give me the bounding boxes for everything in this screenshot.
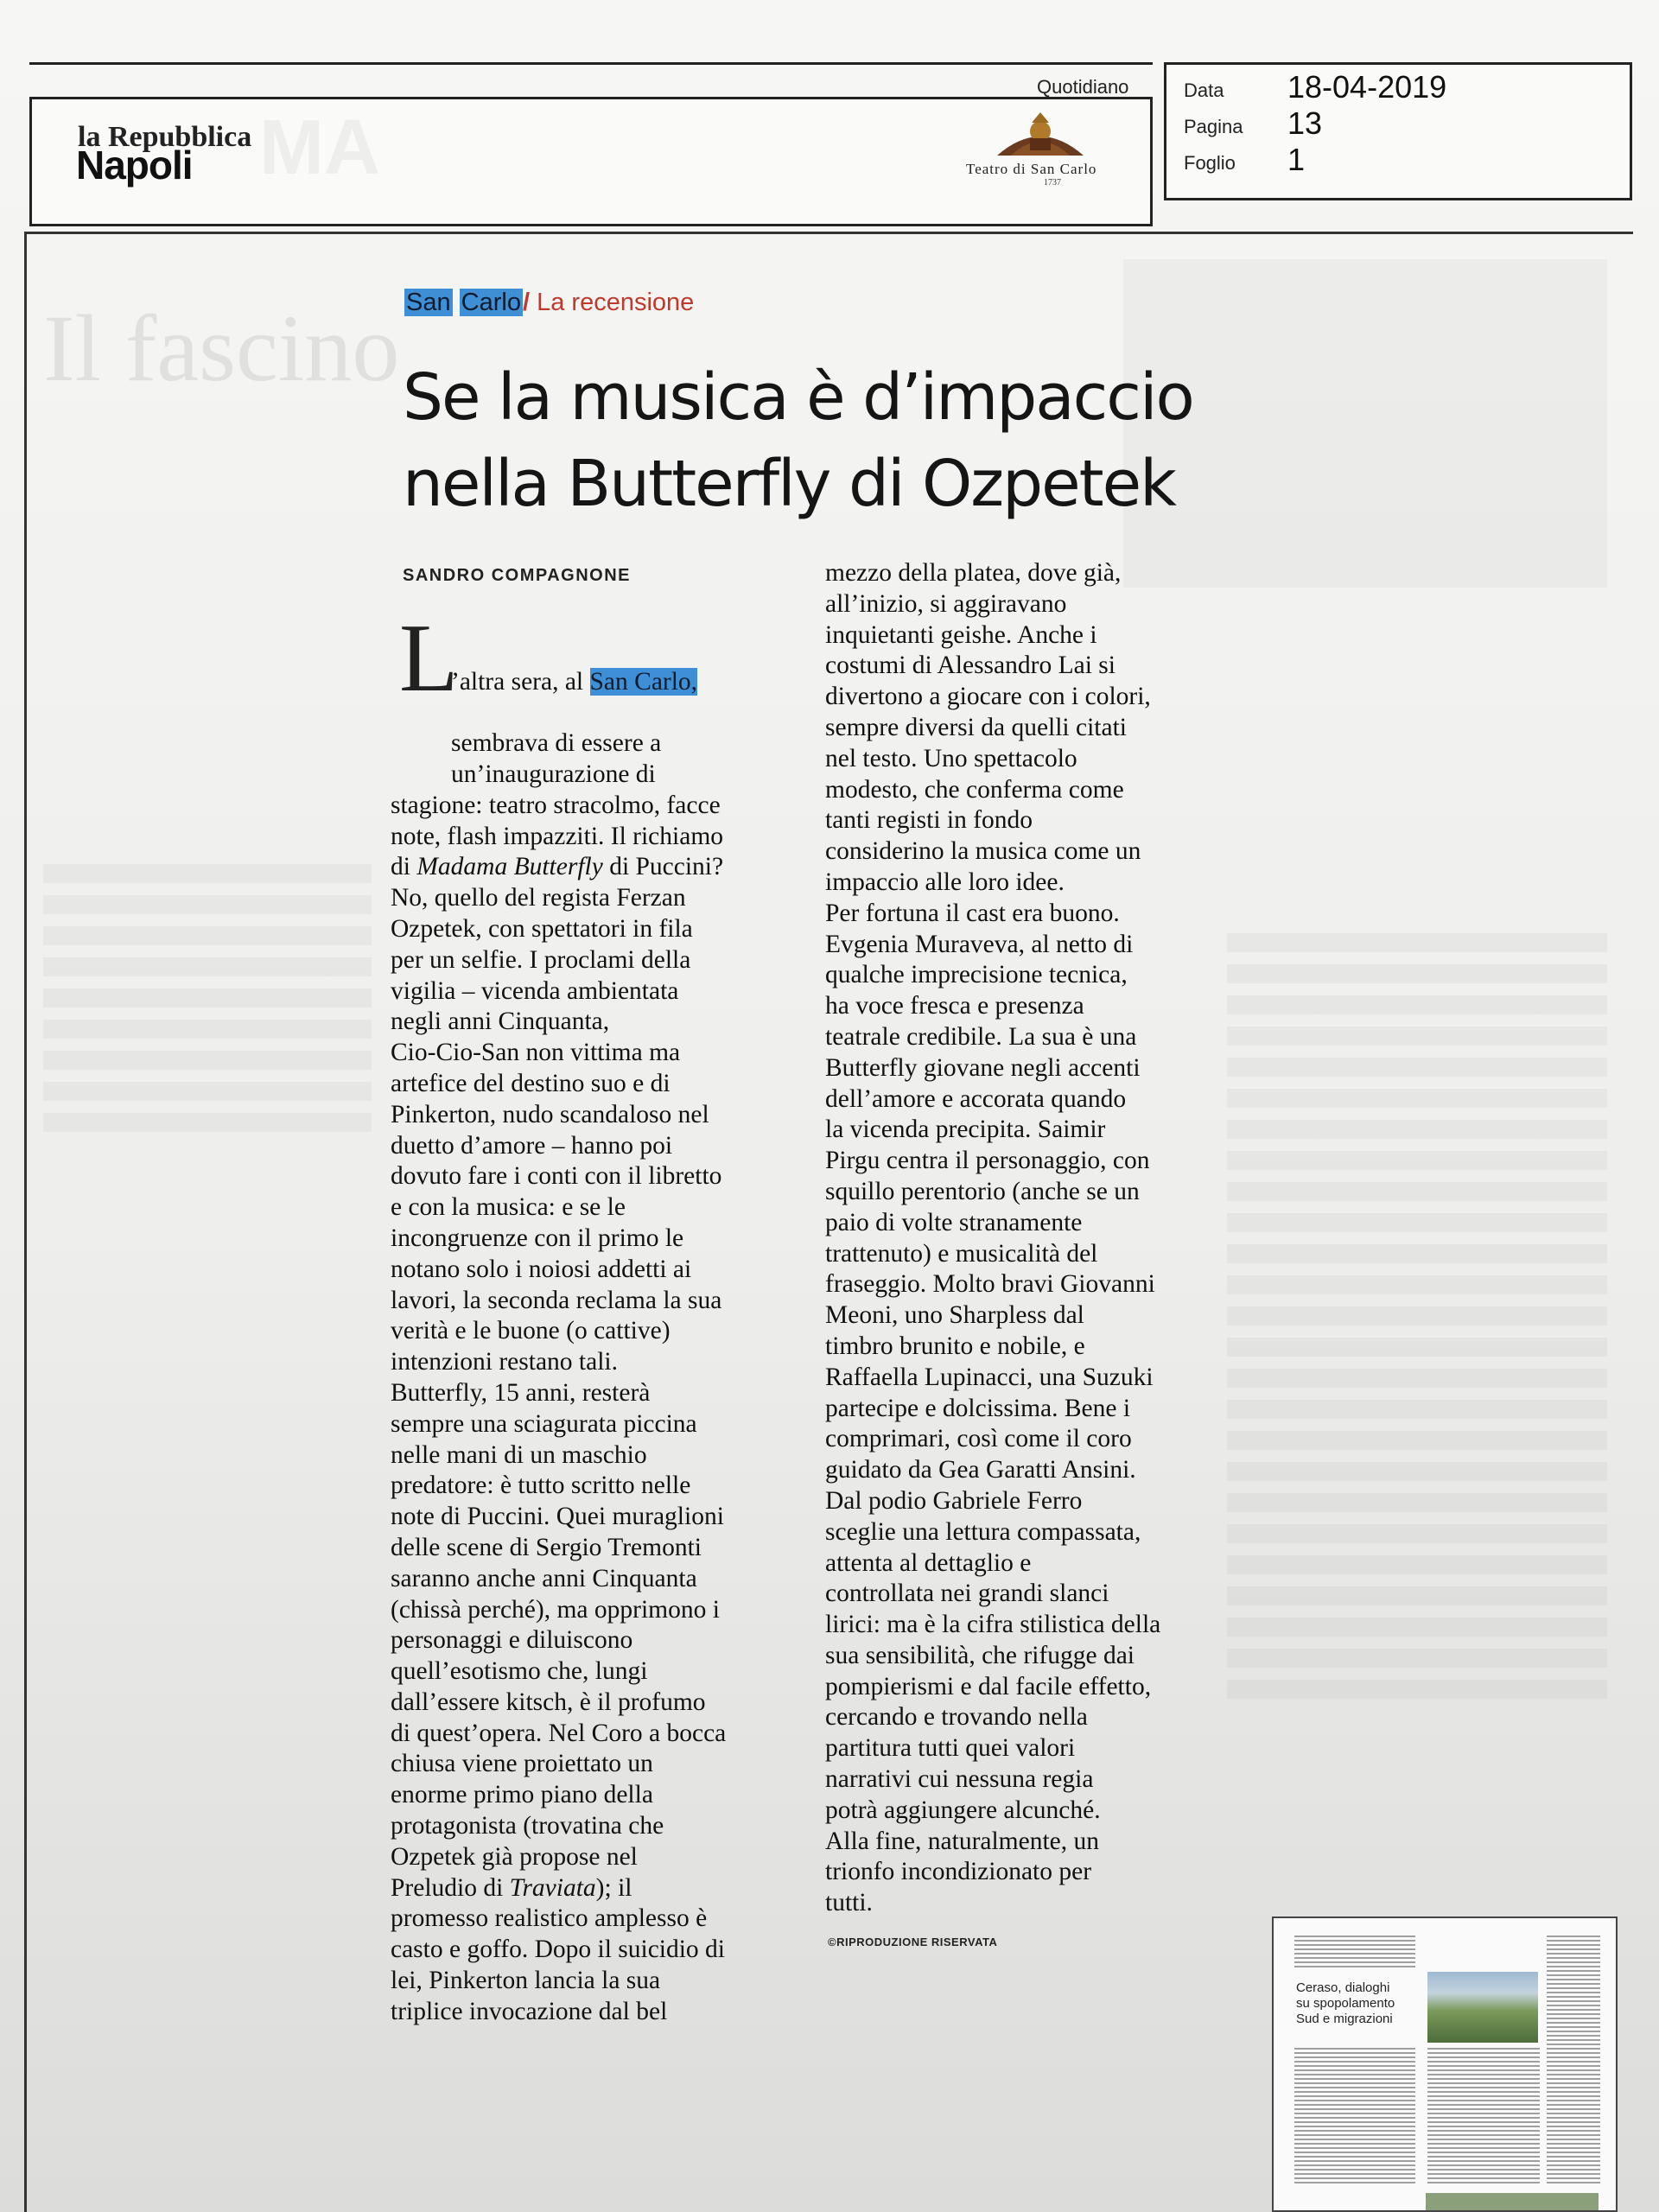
article-line: dall’essere kitsch, è il profumo — [391, 1688, 706, 1716]
thumbnail-banner — [1426, 2193, 1599, 2212]
date-value: 18-04-2019 — [1287, 69, 1447, 105]
article-line: per un selfie. I proclami della — [391, 945, 691, 974]
article-line: Meoni, uno Sharpless dal — [825, 1301, 1084, 1330]
article-line: divertono a giocare con i colori, — [825, 683, 1151, 711]
page-value: 13 — [1287, 105, 1323, 141]
client-name: Teatro di San Carlo — [966, 161, 1097, 177]
article-line: note di Puccini. Quei muraglioni — [391, 1503, 724, 1531]
article-line: nel testo. Uno spettacolo — [825, 744, 1077, 772]
article-line: attenta al dettaglio e — [825, 1548, 1032, 1577]
article-line: e con la musica: e se le — [391, 1193, 626, 1222]
article-text: ’altra sera, al — [451, 667, 590, 696]
article-line: dovuto fare i conti con il libretto — [391, 1162, 722, 1191]
frequency-label: Quotidiano — [1037, 76, 1129, 98]
thumbnail-text-block — [1294, 2048, 1415, 2186]
article-line: sembrava di essere a — [451, 729, 662, 758]
article-line: qualche imprecisione tecnica, — [825, 961, 1128, 989]
article-line: pompierismi e dal facile effetto, — [825, 1672, 1152, 1700]
article-line: notano solo i noiosi addetti ai — [391, 1255, 692, 1283]
article-line: Alla fine, naturalmente, un — [825, 1827, 1100, 1855]
article-line: partecipe e dolcissima. Bene i — [825, 1394, 1131, 1422]
article-line: Pirgu centra il personaggio, con — [825, 1147, 1150, 1175]
article-line: promesso realistico amplesso è — [391, 1904, 708, 1933]
article-line: lei, Pinkerton lancia la sua — [391, 1967, 661, 1995]
article-line: lirici: ma è la cifra stilistica della — [825, 1611, 1161, 1639]
bleed-through-text — [43, 864, 372, 1141]
article-line: partitura tutti quei valori — [825, 1734, 1076, 1763]
article-line: di quest’opera. Nel Coro a bocca — [391, 1719, 727, 1747]
page-thumbnail — [1272, 1916, 1618, 2212]
thumbnail-text-block — [1547, 1936, 1600, 2186]
article-line: artefice del destino suo e di — [391, 1069, 671, 1097]
article-line: cercando e trovando nella — [825, 1703, 1088, 1732]
teatro-crest-icon — [994, 111, 1087, 159]
article-line: dell’amore e accorata quando — [825, 1084, 1127, 1113]
article-line: di Madama Butterfly di Puccini? — [391, 853, 724, 881]
page-label: Pagina — [1184, 116, 1243, 137]
article-line: predatore: è tutto scritto nelle — [391, 1471, 691, 1500]
sheet-value: 1 — [1287, 142, 1306, 177]
article-line: paio di volte stranamente — [825, 1208, 1083, 1236]
article-line: enorme primo piano della — [391, 1781, 653, 1809]
article-line: teatrale credibile. La sua è una — [825, 1022, 1137, 1051]
article-line: quell’esotismo che, lungi — [391, 1657, 648, 1686]
article-line: Preludio di Traviata); il — [391, 1873, 632, 1902]
headline — [403, 354, 1267, 527]
article-line: protagonista (trovatina che — [391, 1812, 664, 1840]
article-line: timbro brunito e nobile, e — [825, 1332, 1085, 1360]
article-line: casto e goffo. Dopo il suicidio di — [391, 1936, 726, 1964]
article-line: Butterfly giovane negli accenti — [825, 1053, 1141, 1082]
kicker-highlight: Carlo — [461, 289, 521, 316]
header-top-rule — [29, 62, 1153, 65]
thumbnail-text-block — [1427, 2048, 1540, 2186]
article-line: modesto, che conferma come — [825, 775, 1124, 804]
article-line: Ozpetek già propose nel — [391, 1842, 638, 1871]
article-line: stagione: teatro stracolmo, facce — [391, 791, 721, 819]
article-line: controllata nei grandi slanci — [825, 1580, 1109, 1608]
date-label: Data — [1184, 79, 1224, 101]
article-line: comprimari, così come il coro — [825, 1425, 1132, 1453]
article-line — [391, 667, 726, 698]
article-line: delle scene di Sergio Tremonti — [391, 1533, 702, 1561]
article-line: (chissà perché), ma opprimono i — [391, 1595, 720, 1624]
article-line: verità e le buone (o cattive) — [391, 1317, 671, 1345]
highlighted-text: San Carlo, — [589, 667, 698, 696]
article-line: Per fortuna il cast era buono. — [825, 899, 1120, 927]
copyright-notice: ©RIPRODUZIONE RISERVATA — [828, 1936, 998, 1948]
kicker-slash: / — [522, 289, 531, 316]
article-line: sceglie una lettura compassata, — [825, 1517, 1141, 1546]
headline-line: Se la musica è d’impaccio — [403, 360, 1193, 435]
article-line: costumi di Alessandro Lai si — [825, 652, 1116, 680]
work-title: Traviata — [509, 1873, 596, 1902]
article-line: saranno anche anni Cinquanta — [391, 1564, 697, 1592]
article-line: un’inaugurazione di — [451, 760, 656, 788]
article-line: negli anni Cinquanta, — [391, 1007, 610, 1036]
bleed-through-headline: Il fascino — [43, 296, 400, 401]
article-line: fraseggio. Molto bravi Giovanni — [825, 1270, 1155, 1299]
article-line: sua sensibilità, che rifugge dai — [825, 1641, 1135, 1669]
article-line: potrà aggiungere alcunché. — [825, 1796, 1101, 1824]
article-line: impaccio alle loro idee. — [825, 868, 1065, 896]
article-line: Evgenia Muraveva, al netto di — [825, 930, 1134, 958]
article-line: incongruenze con il primo le — [391, 1224, 684, 1252]
kicker-highlight: San — [406, 289, 451, 316]
drop-cap: L — [399, 605, 459, 712]
article-line: sempre una sciagurata piccina — [391, 1409, 697, 1438]
article-line: all’inizio, si aggiravano — [825, 589, 1067, 618]
thumbnail-headline: Ceraso, dialoghi su spopolamento Sud e migrazioni — [1296, 1980, 1395, 2026]
article-line: Ozpetek, con spettatori in fila — [391, 914, 693, 943]
article-line: nelle mani di un maschio — [391, 1440, 647, 1469]
article-line: ha voce fresca e presenza — [825, 992, 1084, 1020]
article-line: note, flash impazziti. Il richiamo — [391, 822, 724, 850]
article-line: Butterfly, 15 anni, resterà — [391, 1378, 651, 1407]
bleed-through-masthead: MA — [259, 105, 380, 191]
article-line: guidato da Gea Garatti Ansini. — [825, 1456, 1136, 1484]
article-line: narrativi cui nessuna regia — [825, 1765, 1094, 1794]
article-column-2 — [825, 558, 1160, 1919]
client-year: 1737 — [1044, 178, 1061, 188]
publication-edition: Napoli — [76, 143, 193, 188]
bleed-through-text — [1227, 933, 1607, 1711]
article-line: sempre diversi da quelli citati — [825, 713, 1127, 741]
article-line: chiusa viene proiettato un — [391, 1750, 653, 1778]
sheet-label: Foglio — [1184, 152, 1236, 174]
article-line: trionfo incondizionato per — [825, 1858, 1092, 1886]
article-line: triplice invocazione dal bel — [391, 1997, 668, 2025]
article-column-1 — [391, 605, 726, 2028]
article-line: Raffaella Lupinacci, una Suzuki — [825, 1363, 1154, 1391]
thumbnail-photo — [1427, 1972, 1538, 2043]
author-byline: SANDRO COMPAGNONE — [403, 566, 632, 585]
article-line: trattenuto) e musicalità del — [825, 1239, 1098, 1268]
work-title: Madama Butterfly — [416, 853, 603, 881]
article-line: considerino la musica come un — [825, 837, 1141, 866]
article-line: Pinkerton, nudo scandaloso nel — [391, 1100, 709, 1128]
article-line: Dal podio Gabriele Ferro — [825, 1486, 1083, 1515]
article-line: duetto d’amore – hanno poi — [391, 1131, 673, 1160]
kicker-section: La recensione — [537, 289, 695, 316]
article-line: No, quello del regista Ferzan — [391, 884, 686, 912]
article-line: tutti. — [825, 1889, 873, 1917]
article-line: Cio-Cio-San non vittima ma — [391, 1039, 681, 1067]
article-line: lavori, la seconda reclama la sua — [391, 1286, 722, 1314]
article-line: intenzioni restano tali. — [391, 1348, 618, 1376]
article-line: squillo perentorio (anche se un — [825, 1177, 1140, 1205]
article-line: vigilia – vicenda ambientata — [391, 976, 679, 1005]
article-line: personaggi e diluiscono — [391, 1626, 633, 1655]
section-kicker — [404, 289, 694, 317]
article-line: inquietanti geishe. Anche i — [825, 620, 1097, 649]
thumbnail-text-block — [1294, 1936, 1415, 1970]
publication-name: la Repubblica — [78, 121, 252, 153]
headline-line: nella Butterfly di Ozpetek — [403, 447, 1176, 521]
article-line: tanti registi in fondo — [825, 806, 1033, 835]
article-line: mezzo della platea, dove già, — [825, 559, 1122, 587]
article-line: la vicenda precipita. Saimir — [825, 1116, 1106, 1144]
